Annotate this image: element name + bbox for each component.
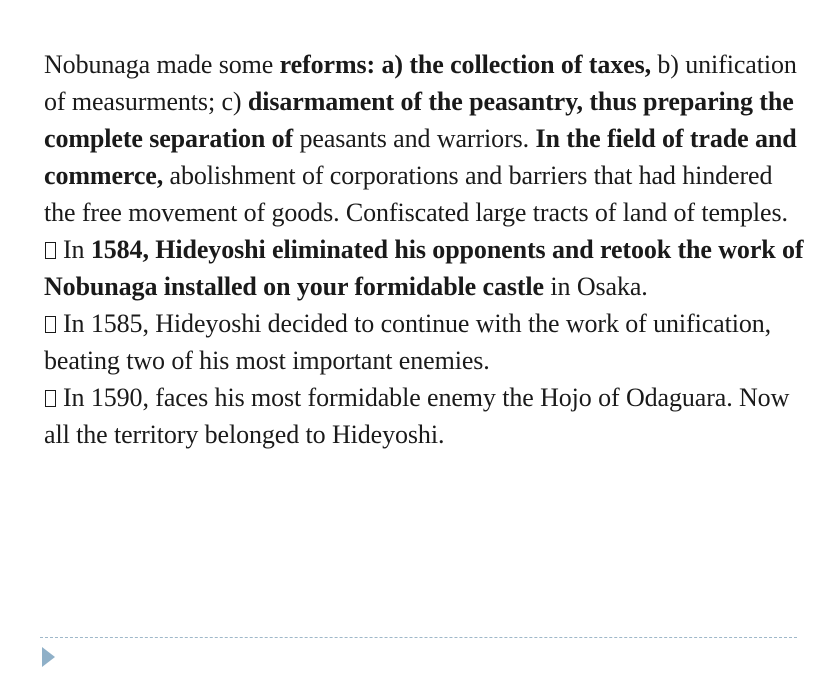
bullet-item-1584 bbox=[44, 231, 804, 305]
text-run: In bbox=[63, 235, 91, 264]
missing-glyph-box-icon bbox=[45, 316, 56, 333]
text-run: Nobunaga made some bbox=[44, 50, 280, 79]
text-run: in Osaka. bbox=[544, 272, 648, 301]
footer-divider bbox=[40, 637, 797, 638]
bold-run: reforms: a) the collection of taxes, bbox=[279, 50, 651, 79]
text-run: peasants and warriors. bbox=[293, 124, 536, 153]
paragraph-nobunaga-reforms bbox=[44, 46, 804, 231]
bullet-item-1585 bbox=[44, 305, 804, 379]
bold-run: In the field of trade and commerce, bbox=[44, 124, 797, 190]
bold-run: 1584, Hideyoshi eliminated his opponents and retook the work of Nobunaga installed on your formidable castle bbox=[44, 235, 804, 301]
missing-glyph-box-icon bbox=[45, 242, 56, 259]
text-run: b) unification of measurments; c) bbox=[44, 50, 797, 116]
bullet-item-1590 bbox=[44, 379, 804, 453]
text-run: In 1590, faces his most formidable enemy the Hojo of Odaguara. Now all the territory belonged to Hideyoshi. bbox=[44, 383, 790, 449]
triangle-right-icon[interactable] bbox=[42, 647, 55, 667]
bold-run: disarmament of the peasantry, thus preparing the complete separation of bbox=[44, 87, 794, 153]
slide-body bbox=[44, 46, 804, 453]
text-run: In 1585, Hideyoshi decided to continue with the work of unification, beating two of his most important enemies. bbox=[44, 309, 772, 375]
text-run: abolishment of corporations and barriers that had hindered the free movement of goods. Confiscated large tracts of land of temples. bbox=[44, 161, 788, 227]
missing-glyph-box-icon bbox=[45, 390, 56, 407]
